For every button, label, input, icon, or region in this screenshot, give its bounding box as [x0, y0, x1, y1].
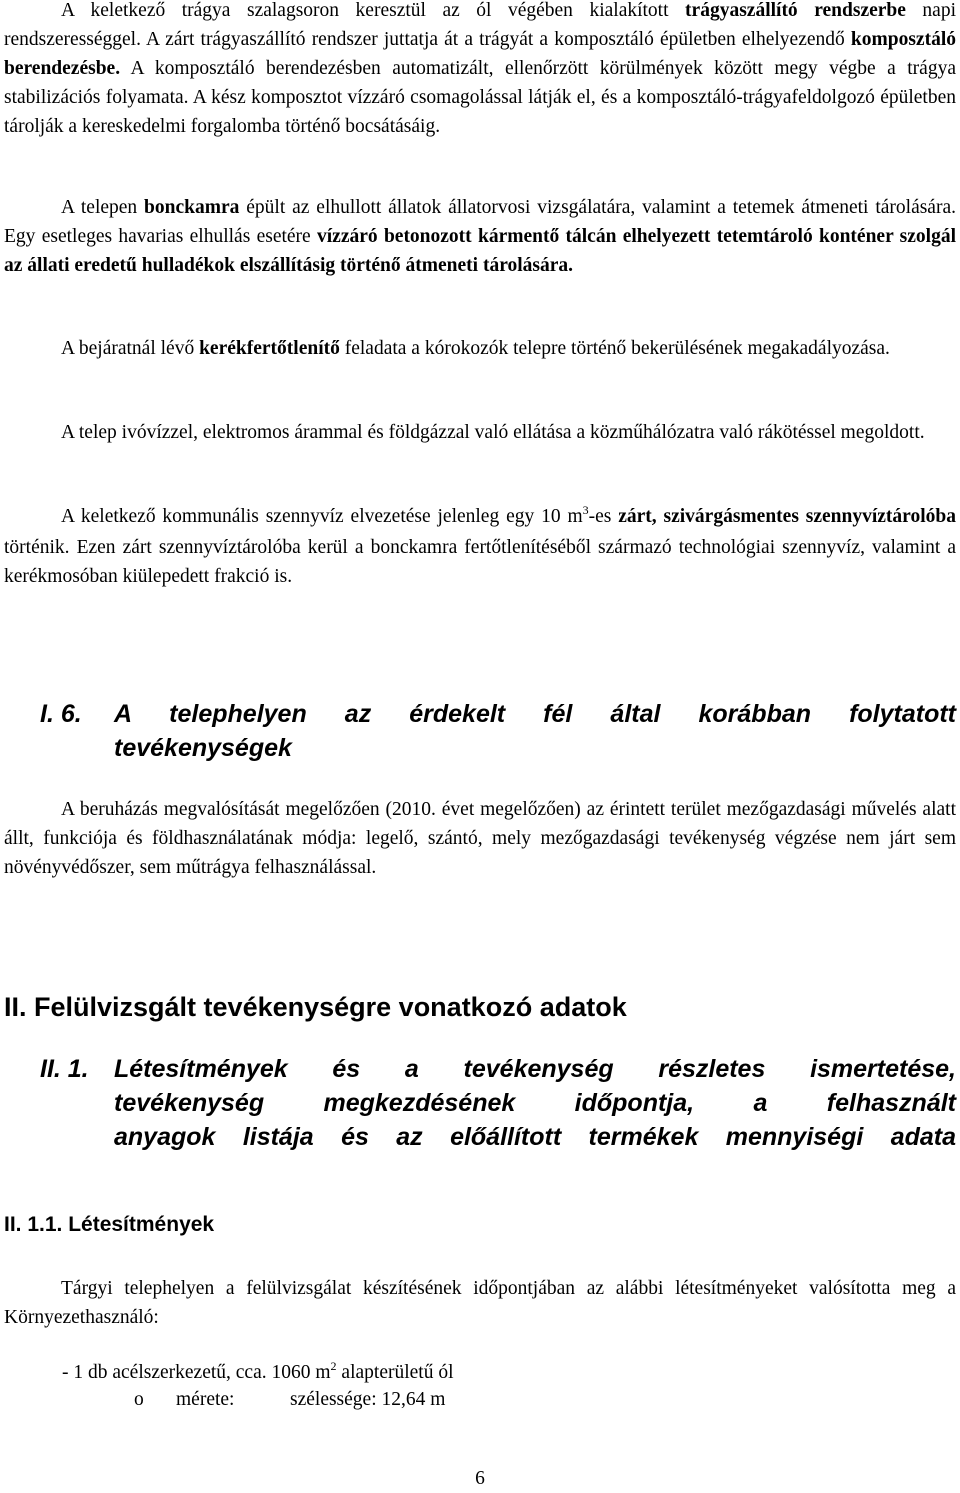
heading-text: A telephelyen az érdekelt fél által korábban folytatott — [114, 700, 956, 728]
paragraph-previous-activities: A beruházás megvalósítását megelőzően (2010. évet megelőzően) az érintett terület mezőgazdasági művelés alatt állt, funkciója és földhasználatának módja: legelő, szántó, mely mezőgazdasági tevékenység végzése nem járt sem növényvédőszer, sem műtrágya felhasználással. — [4, 799, 956, 878]
paragraph-wheel-disinfector: A bejáratnál lévő kerékfertőtlenítő feladata a kórokozók telepre történő bekerülésének megakadályozása. — [61, 338, 890, 359]
paragraph-facilities-intro: Tárgyi telephelyen a felülvizsgálat készítésének időpontjában az alábbi létesítményeket valósította meg a Környezethasználó: — [4, 1278, 956, 1328]
paragraph-utilities: A telep ivóvízzel, elektromos árammal és földgázzal való ellátása a közműhálózatra való rákötéssel megoldott. — [61, 422, 925, 443]
list-item-barn: - 1 db acélszerkezetű, cca. 1060 $m^2$ alapterületű ól — [62, 1359, 454, 1383]
heading-number: II. 1. — [40, 1055, 89, 1083]
bullet-icon: o — [134, 1389, 144, 1410]
paragraph-wastewater: A keletkező kommunális szennyvíz elvezetése jelenleg egy 10 $m^3-es$ zárt, szivárgásmentes szennyvíztárolóba történik. Ezen zárt szennyvíztárolóba kerül a bonckamra fertőtlenítéséből származó technológiai szennyvíz, valamint a kerékmosóban kiülepedett frakció is. — [4, 503, 956, 587]
heading-section-i6 — [40, 697, 956, 767]
paragraph-autopsy-room: A telepen bonckamra épült az elhullott állatok állatorvosi vizsgálatára, valamint a tetemek átmeneti tárolására. Egy esetleges havarias elhullás esetére vízzáró betonozott kármentő tálcán elhelyezett tetemtároló konténer szolgál az állati eredetű hulladékok elszállításig történő átmeneti tárolására. — [4, 197, 957, 276]
heading-section-ii11: II. 1.1. Létesítmények — [4, 1213, 215, 1236]
heading-section-ii: II. Felülvizsgált tevékenységre vonatkozó adatok — [4, 992, 627, 1022]
heading-line-3: anyagok listája és az előállított termékek mennyiségi adata — [114, 1123, 956, 1151]
heading-number: I. 6. — [40, 700, 82, 728]
list-subitem-label: mérete: — [176, 1389, 235, 1410]
paragraph-manure-transport: A keletkező trágya szalagsoron keresztül az ól végében kialakított trágyaszállító rendszerbe napi rendszerességgel. A zárt trágyaszállító rendszer juttatja át a trágyát a komposztáló épületben elhelyezendő komposztáló berendezésbe. A komposztáló berendezésben automatizált, ellenőrzött körülmények között megy végbe a trágya stabilizációs folyamata. A kész komposztot vízzáró csomagolással látják el, és a komposztáló-trágyafeldolgozó épületben tárolják a kereskedelmi forgalomba történő bocsátásáig. — [4, 0, 956, 137]
heading-text-last: tevékenységek — [114, 734, 292, 762]
heading-section-ii1 — [40, 1052, 956, 1156]
heading-line-1: Létesítmények és a tevékenység részletes ismertetése, — [114, 1055, 956, 1083]
list-subitem-value: szélessége: 12,64 m — [290, 1389, 446, 1410]
heading-line-2: tevékenység megkezdésének időpontja, a felhasznált — [114, 1089, 956, 1117]
list-subitem-size — [134, 1386, 144, 1414]
page-number: 6 — [475, 1468, 485, 1489]
